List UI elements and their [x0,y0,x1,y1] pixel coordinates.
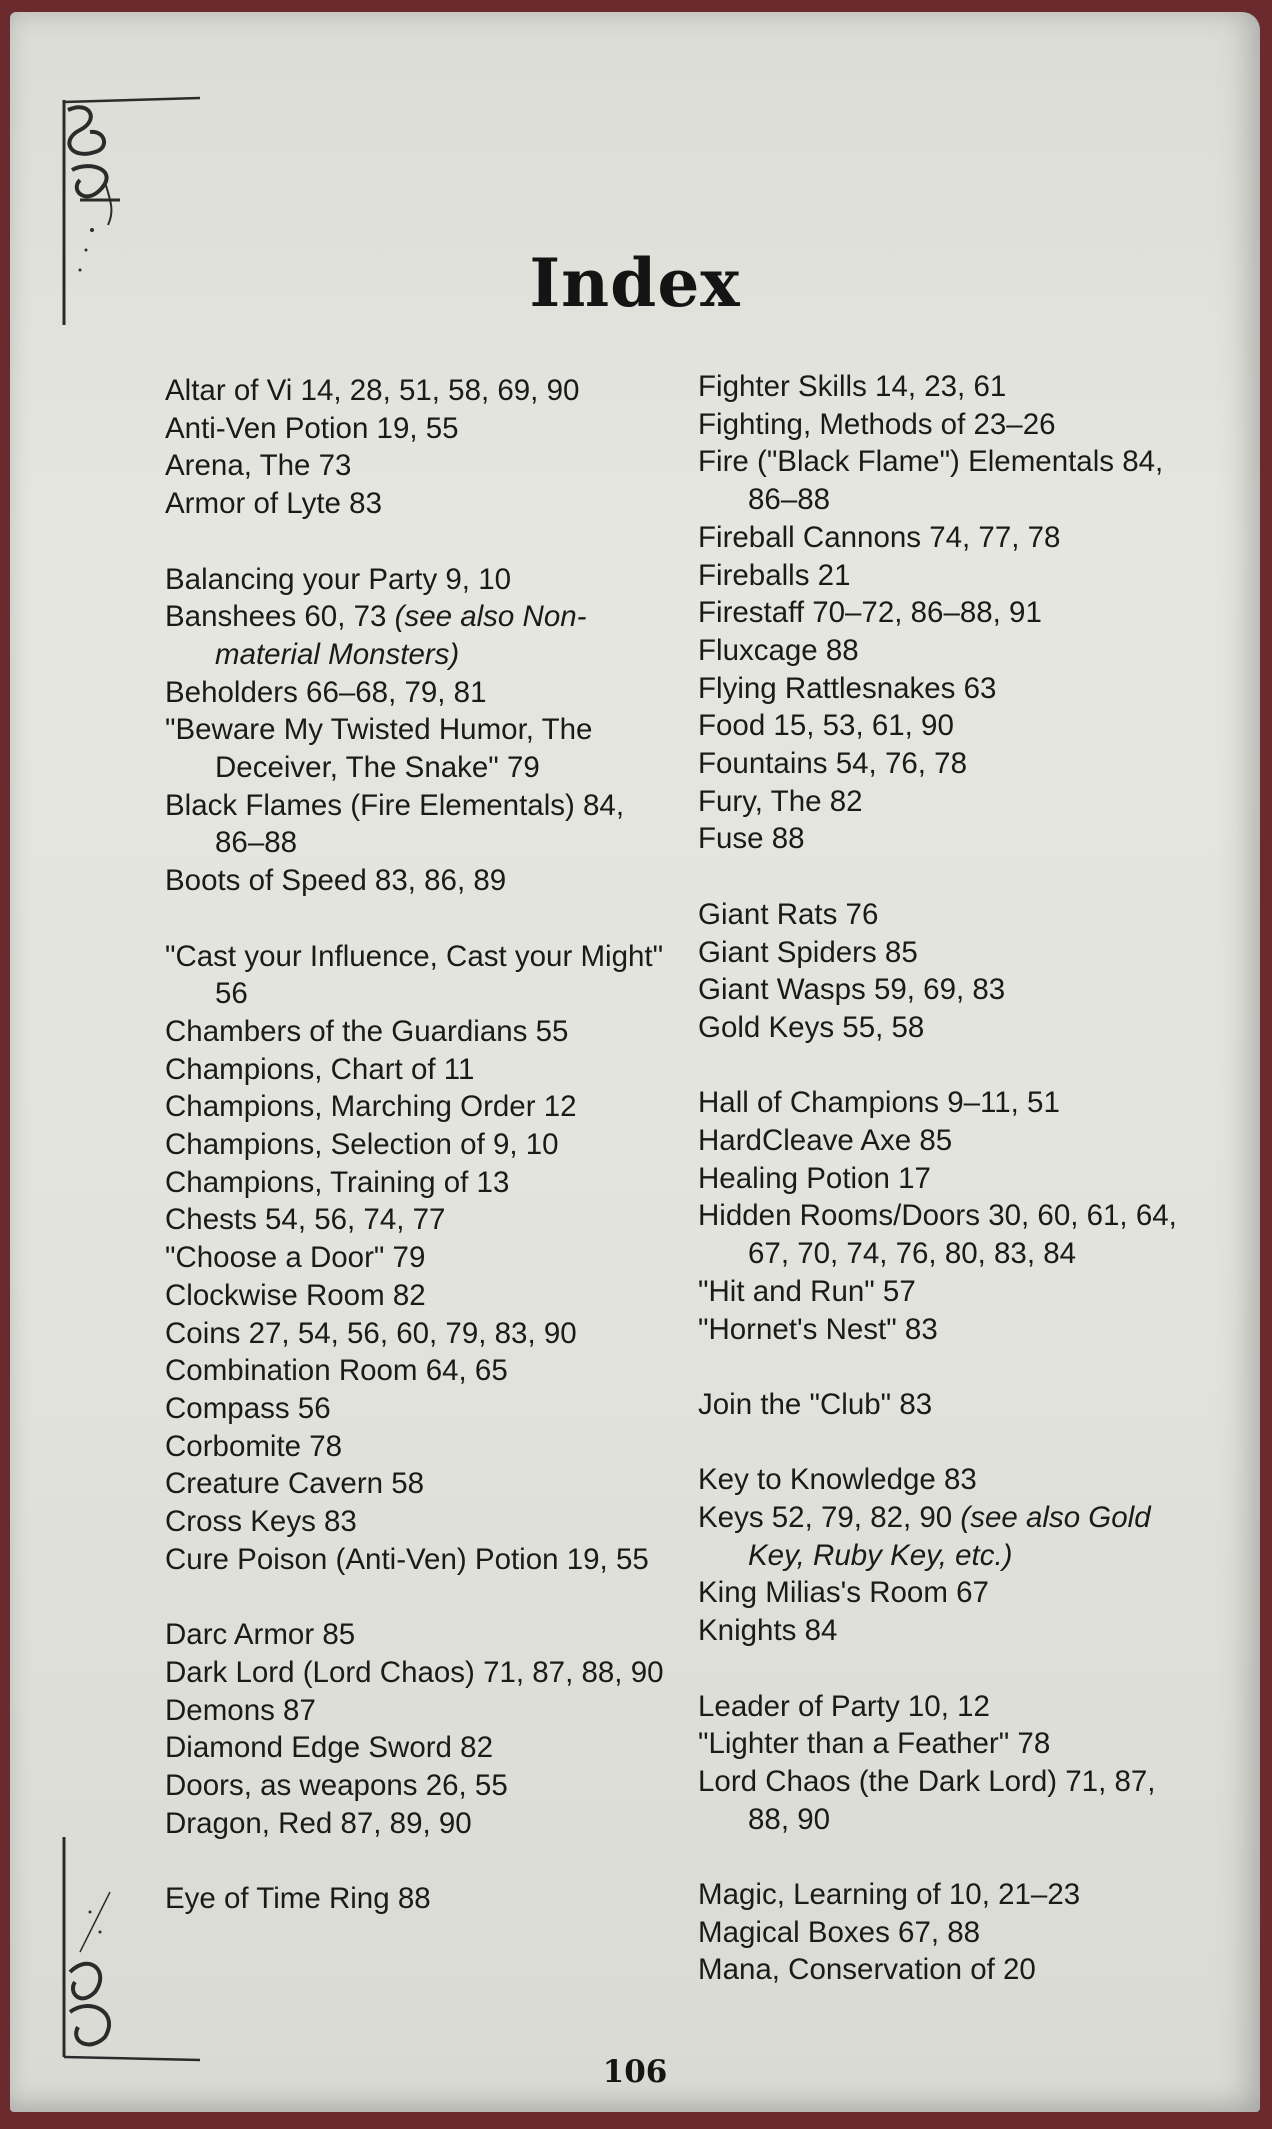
index-entry-text: Compass 56 [165,1391,331,1425]
index-entry [165,1201,665,1239]
index-entry [165,1616,665,1654]
index-entry-text: Firestaff 70–72, 86–88, 91 [698,596,1042,630]
index-entry [165,447,665,485]
index-entry [698,443,1198,518]
index-entry-text: Demons 87 [165,1693,316,1727]
index-entry-text: Dragon, Red 87, 89, 90 [165,1806,472,1840]
index-entry [165,372,665,410]
index-entry [698,1763,1198,1838]
index-entry [698,783,1198,821]
index-entry [165,1428,665,1466]
index-gap [698,858,1198,896]
index-entry-text: Hidden Rooms/Doors 30, 60, 61, 64, 67, 70, 74, 76, 80, 83, 84 [698,1199,1177,1271]
index-entry [698,1009,1198,1047]
index-gap [165,900,665,938]
index-entry-text: "Choose a Door" 79 [165,1241,426,1275]
index-entry-text: Fountains 54, 76, 78 [698,747,967,781]
index-entry-text: Eye of Time Ring 88 [165,1882,431,1916]
index-entry-text: Healing Potion 17 [698,1161,931,1195]
index-entry [698,1160,1198,1198]
index-entry-text: Fire ("Black Flame") Elementals 84, 86–88 [698,445,1164,517]
index-entry [698,820,1198,858]
index-entry-text: Magic, Learning of 10, 21–23 [698,1878,1081,1912]
index-entry-text: Fury, The 82 [698,784,863,818]
index-entry [698,1951,1198,1989]
index-entry [698,1612,1198,1650]
index-entry [165,1352,665,1390]
index-entry-text: Cure Poison (Anti-Ven) Potion 19, 55 [165,1542,649,1576]
page-title: Index [529,244,741,322]
index-entry-text: Mana, Conservation of 20 [698,1953,1036,1987]
index-entry [698,971,1198,1009]
index-entry [165,561,665,599]
index-entry [165,1541,665,1579]
index-entry-text: Banshees 60, 73 [165,600,395,634]
index-entry-text: Key to Knowledge 83 [698,1463,977,1497]
index-entry-text: Champions, Marching Order 12 [165,1090,577,1124]
index-entry [165,1503,665,1541]
index-entry-text: Creature Cavern 58 [165,1467,425,1501]
index-entry-text: Balancing your Party 9, 10 [165,562,512,596]
index-entry [165,938,665,1013]
index-entry [698,1914,1198,1952]
index-entry-text: Altar of Vi 14, 28, 51, 58, 69, 90 [165,374,580,407]
index-gap [698,1650,1198,1688]
index-entry-text: Join the "Club" 83 [698,1387,933,1421]
book-page [10,12,1260,2112]
index-entry [165,711,665,786]
index-entry [165,1880,665,1918]
index-entry-text: Fighting, Methods of 23–26 [698,407,1056,441]
index-entry [165,1277,665,1315]
index-entry-text: Hall of Champions 9–11, 51 [698,1086,1060,1120]
index-entry-text: Corbomite 78 [165,1429,343,1463]
index-entry [165,862,665,900]
index-entry-text: HardCleave Axe 85 [698,1124,953,1158]
index-entry [165,410,665,448]
index-entry [698,1688,1198,1726]
index-entry-text: Lord Chaos (the Dark Lord) 71, 87, 88, 90 [698,1764,1156,1836]
index-entry-text: Giant Rats 76 [698,897,879,931]
index-gap [698,1348,1198,1386]
index-entry-text: Champions, Chart of 11 [165,1052,475,1086]
index-entry-text: Diamond Edge Sword 82 [165,1731,493,1765]
index-gap [698,1838,1198,1876]
index-entry [165,1315,665,1353]
index-entry-text: Clockwise Room 82 [165,1278,426,1312]
index-entry [698,1725,1198,1763]
index-entry-text: Black Flames (Fire Elementals) 84, 86–88 [165,788,625,860]
index-gap [698,1047,1198,1085]
index-entry-text: "Lighter than a Feather" 78 [698,1727,1051,1761]
index-entry [165,1390,665,1428]
index-entry-text: Giant Spiders 85 [698,935,918,969]
index-entry [165,1164,665,1202]
index-entry [698,896,1198,934]
index-entry-text: "Hornet's Nest" 83 [698,1312,938,1346]
index-entry-text: Fluxcage 88 [698,633,859,667]
index-entry-note: (see also Gold Key, Ruby Key, etc.) [748,1501,1151,1572]
index-entry [698,1311,1198,1349]
index-entry-text: Fireballs 21 [698,558,851,592]
index-entry [698,1461,1198,1499]
index-entry-text: Chests 54, 56, 74, 77 [165,1203,446,1237]
index-entry-text: Boots of Speed 83, 86, 89 [165,864,507,898]
index-entry [165,1013,665,1051]
index-entry [698,745,1198,783]
index-entry [698,632,1198,670]
index-entry [698,670,1198,708]
index-entry [165,1729,665,1767]
index-entry-text: Knights 84 [698,1614,838,1648]
index-entry [698,1499,1198,1574]
index-entry [698,934,1198,972]
index-entry-text: Fuse 88 [698,822,805,856]
index-entry-text: Fighter Skills 14, 23, 61 [698,370,1007,403]
index-entry [698,1574,1198,1612]
index-entry-text: "Hit and Run" 57 [698,1274,916,1308]
index-entry [698,1386,1198,1424]
index-entry-text: Gold Keys 55, 58 [698,1010,925,1044]
index-entry-text: Coins 27, 54, 56, 60, 79, 83, 90 [165,1316,577,1350]
index-entry [165,598,665,673]
index-entry [165,787,665,862]
index-entry-text: Flying Rattlesnakes 63 [698,671,997,705]
index-column-left [165,372,665,1918]
index-entry-text: Leader of Party 10, 12 [698,1689,990,1723]
index-entry-text: "Cast your Influence, Cast your Might" 56 [165,939,664,1011]
index-entry [165,1654,665,1692]
index-entry-text: King Milias's Room 67 [698,1576,989,1610]
index-gap [165,1842,665,1880]
index-gap [698,1424,1198,1462]
index-entry-text: Fireball Cannons 74, 77, 78 [698,520,1061,554]
index-entry-text: Champions, Selection of 9, 10 [165,1128,559,1162]
index-entry [165,1692,665,1730]
index-entry-text: Giant Wasps 59, 69, 83 [698,973,1006,1007]
index-entry [165,1805,665,1843]
index-entry [698,368,1198,406]
index-entry-text: Combination Room 64, 65 [165,1354,508,1388]
index-entry [698,406,1198,444]
index-entry-text: Chambers of the Guardians 55 [165,1014,569,1048]
page-number: 106 [602,2054,668,2090]
index-entry [698,519,1198,557]
index-entry [165,485,665,523]
index-entry [698,1084,1198,1122]
index-entry [165,1126,665,1164]
index-entry-text: Anti-Ven Potion 19, 55 [165,411,459,445]
index-entry-text: Food 15, 53, 61, 90 [698,709,954,743]
index-entry [165,1051,665,1089]
index-entry [165,674,665,712]
index-entry [698,1876,1198,1914]
index-entry [165,1465,665,1503]
index-entry [698,594,1198,632]
index-entry-text: Arena, The 73 [165,449,352,483]
index-entry [698,1273,1198,1311]
index-entry-text: Keys 52, 79, 82, 90 [698,1501,961,1535]
index-entry [698,707,1198,745]
index-entry-text: Dark Lord (Lord Chaos) 71, 87, 88, 90 [165,1655,664,1689]
index-entry-text: Cross Keys 83 [165,1505,357,1539]
index-entry-text: Champions, Training of 13 [165,1165,510,1199]
index-entry-note: (see also Non-material Monsters) [215,600,587,671]
index-entry-text: Armor of Lyte 83 [165,487,382,521]
index-entry [165,1239,665,1277]
index-entry-text: Magical Boxes 67, 88 [698,1915,981,1949]
index-entry [698,1122,1198,1160]
index-entry [165,1767,665,1805]
index-entry-text: Darc Armor 85 [165,1618,356,1652]
index-entry [698,1197,1198,1272]
index-gap [165,523,665,561]
index-entry-text: Doors, as weapons 26, 55 [165,1768,508,1802]
index-entry-text: "Beware My Twisted Humor, The Deceiver, The Snake" 79 [165,713,593,785]
index-gap [165,1578,665,1616]
index-entry [165,1088,665,1126]
index-column-right [698,368,1198,1989]
index-entry-text: Beholders 66–68, 79, 81 [165,675,487,709]
index-entry [698,557,1198,595]
